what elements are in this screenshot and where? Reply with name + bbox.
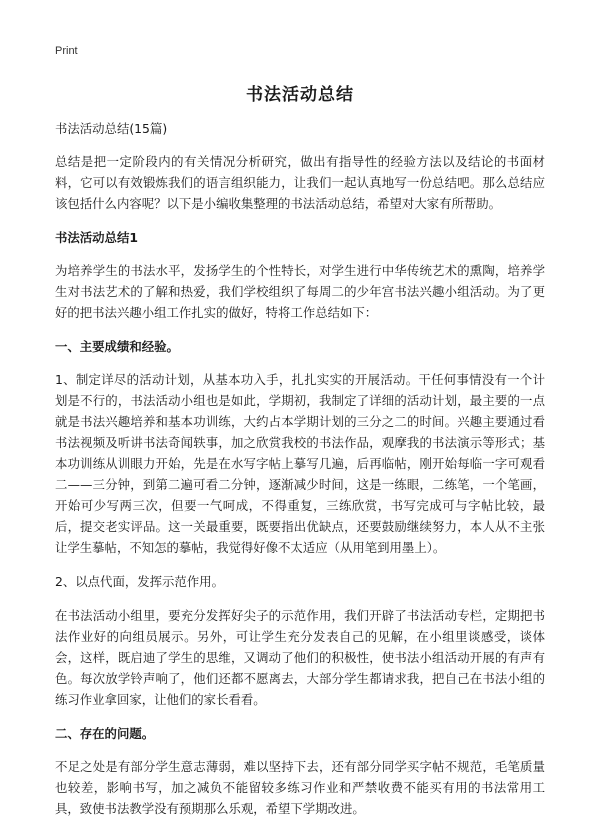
intro-paragraph: 总结是把一定阶段内的有关情况分析研究，做出有指导性的经验方法以及结论的书面材料，它可以有效锻炼我们的语言组织能力，让我们一起认真地写一份总结吧。那么总结应该包括什么内容呢？以下是小编收集整理的书法活动总结，希望对大家有所帮助。 xyxy=(55,154,545,211)
part1-heading: 一、主要成绩和经验。 xyxy=(55,339,179,354)
document-body xyxy=(55,118,545,819)
item1-paragraph: 1、制定详尽的活动计划，从基本功入手，扎扎实实的开展活动。干任何事情没有一个计划是不行的，书法活动小组也是如此，学期初，我制定了详细的活动计划，最主要的一点就是书法兴趣培养和基本功训练，大约占本学期计划的三分之二的时间。兴趣主要通过看书法视频及听讲书法奇闻轶事，加之欣赏我校的书法作品，观摩我的书法演示等形式；基本功训练从训眼力开始，先是在水写字帖上摹写几遍，后再临帖，刚开始每临一字可观看二——三分钟，到第二遍可看二分钟，逐渐减少时间，这是一练眼，二练笔，一个笔画，开始可少写两三次，但要一气呵成，不得重复，三练欣赏，书写完成可与字帖比较，最后，提交老实评品。这一关最重要，既要指出优缺点，还要鼓励继续努力，本人从不主张让学生摹帖，不知怎的摹帖，我觉得好像不太适应（从用笔到用墨上）。 xyxy=(55,372,545,555)
print-label: Print xyxy=(55,45,78,57)
section1-paragraph: 为培养学生的书法水平，发扬学生的个性特长，对学生进行中华传统艺术的熏陶，培养学生对书法艺术的了解和热爱，我们学校组织了每周二的少年宫书法兴趣小组活动。为了更好的把书法兴趣小组工作扎实的做好，特将工作总结如下： xyxy=(55,263,545,320)
document-subtitle: 书法活动总结(15篇) xyxy=(55,121,168,136)
problems-paragraph: 不足之处是有部分学生意志薄弱，难以坚持下去，还有部分同学买字帖不规范，毛笔质量也较差，影响书写，加之减负不能留较多练习作业和严禁收费不能买有用的书法常用工具，致使书法教学没有预期那么乐观，希望下学期改进。 xyxy=(55,759,545,816)
section-heading-1: 书法活动总结1 xyxy=(55,230,138,245)
item2-paragraph: 在书法活动小组里，要充分发挥好尖子的示范作用，我们开辟了书法活动专栏，定期把书法作业好的向组员展示。另外，可让学生充分发表自己的见解，在小组里谈感受，谈体会，这样，既启迪了学生的思维，又调动了他们的积极性，使书法小组活动开展的有声有色。每次放学铃声响了，他们还都不愿离去，大部分学生都请求我，把自己在书法小组的练习作业拿回家，让他们的家长看看。 xyxy=(55,608,545,707)
part2-heading: 二、存在的问题。 xyxy=(55,726,155,741)
page-title: 书法活动总结 xyxy=(246,85,354,105)
item2-heading: 2、以点代面，发挥示范作用。 xyxy=(55,574,224,589)
